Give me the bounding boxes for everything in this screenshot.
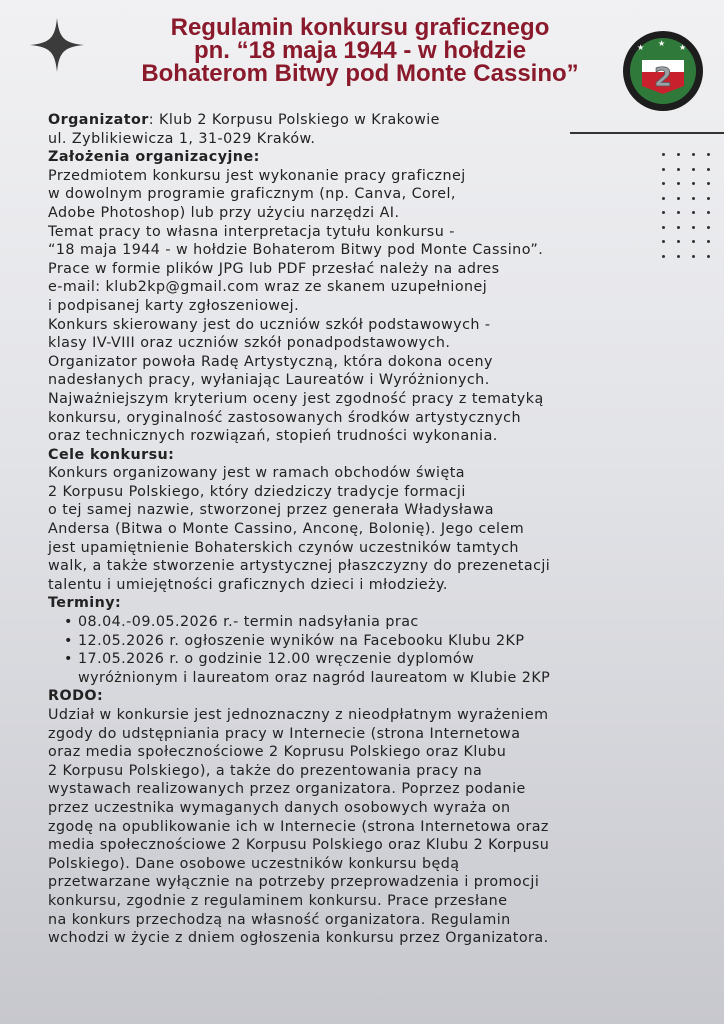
assumptions-text: Przedmiotem konkursu jest wykonanie pracy graficznej w dowolnym programie graficznym (np. Canva, Corel, Adobe Photoshop) lub przy użyciu narzędzi AI. Temat pracy to własna interpretacja tytułu konkursu - “18 maja 1944 - w hołdzie Bohaterom Bitwy pod Monte Cassino”. Prace w formie plików JPG lub PDF przesłać należy na adres e-mail: klub2kp@gmail.com wraz ze skanem uzupełnionej i podpisanej karty zgłoszeniowej. Konkurs skierowany jest do uczniów szkół podstawowych - klasy IV-VIII oraz uczniów szkół ponadpodstawowych. Organizator powoła Radę Artystyczną, która dokona oceny nadesłanych pracy, wyłaniając Laureatów i Wyróżnionych. Najważniejszym kryterium oceny jest zgodność pracy z tematyką konkursu, oryginalność zastosowanych środków artystycznych oraz technicznych rozwiązań, stopień trudności wykonania. bbox=[48, 167, 544, 445]
rodo-heading: RODO: bbox=[48, 688, 104, 705]
title-line-3: Bohaterom Bitwy pod Monte Cassino” bbox=[141, 60, 579, 87]
svg-text:★: ★ bbox=[679, 43, 687, 52]
terms-heading: Terminy: bbox=[48, 595, 122, 612]
page-title bbox=[60, 16, 660, 85]
corps-emblem-logo bbox=[622, 30, 704, 112]
goals-heading: Cele konkursu: bbox=[48, 446, 175, 463]
badge-number: 2 bbox=[653, 63, 673, 93]
terms-item: • 17.05.2026 r. o godzinie 12.00 wręczenie dyplomów wyróżnionym i laureatom oraz nagród laureatom w Klubie 2KP bbox=[64, 650, 688, 687]
rodo-text: Udział w konkursie jest jednoznaczny z nieodpłatnym wyrażeniem zgody do udstępniania pracy w Internecie (strona Internetowa oraz media społecznościowe 2 Koprusu Polskiego oraz Klubu 2 Korpusu Polskiego), a także do prezentowania pracy na wystawach realizowanych przez organizatora. Poprzez podanie przez uczestnika wymaganych danych osobowych wyraża on zgodę na opublikowanie ich w Internecie (strona Internetowa oraz media społecznościowe 2 Korpusu Polskiego oraz Klubu 2 Korpusu Polskiego). Dane osobowe uczestników konkursu będą przetwarzane wyłącznie na potrzeby przeprowadzenia i promocji konkursu, zgodnie z regulaminem konkursu. Prace przesłane na konkurs przechodzą na własność organizatora. Regulamin wchodzi w życie z dniem ogłoszenia konkursu przez Organizatora. bbox=[48, 707, 550, 947]
title-line-2: pn. “18 maja 1944 - w hołdzie bbox=[193, 37, 527, 64]
regulations-body bbox=[48, 111, 688, 948]
svg-text:★: ★ bbox=[637, 43, 645, 52]
title-line-1: Regulamin konkursu graficznego bbox=[170, 14, 550, 41]
terms-item: • 08.04.-09.05.2026 r.- termin nadsyłania prac bbox=[64, 613, 688, 632]
terms-list bbox=[48, 613, 688, 687]
terms-item: • 12.05.2026 r. ogłoszenie wyników na Facebooku Klubu 2KP bbox=[64, 632, 688, 651]
svg-text:★: ★ bbox=[658, 39, 666, 48]
organizer-text: : Klub 2 Korpusu Polskiego w Krakowie ul. Zyblikiewicza 1, 31-029 Kraków. bbox=[48, 112, 440, 147]
organizer-label: Organizator bbox=[48, 112, 149, 128]
assumptions-heading: Założenia organizacyjne: bbox=[48, 149, 260, 166]
goals-text: Konkurs organizowany jest w ramach obchodów święta 2 Korpusu Polskiego, który dziedziczy tradycje formacji o tej samej nazwie, stworzonej przez generała Władysława Andersa (Bitwa o Monte Cassino, Anconę, Bolonię). Jego celem jest upamiętnienie Bohaterskich czynów uczestników tamtych walk, a także stworzenie artystycznej płaszczyzny do prezenetacji talentu i umiejętności graficznych dzieci i młodzieży. bbox=[48, 465, 551, 593]
organizer-section bbox=[48, 111, 688, 148]
